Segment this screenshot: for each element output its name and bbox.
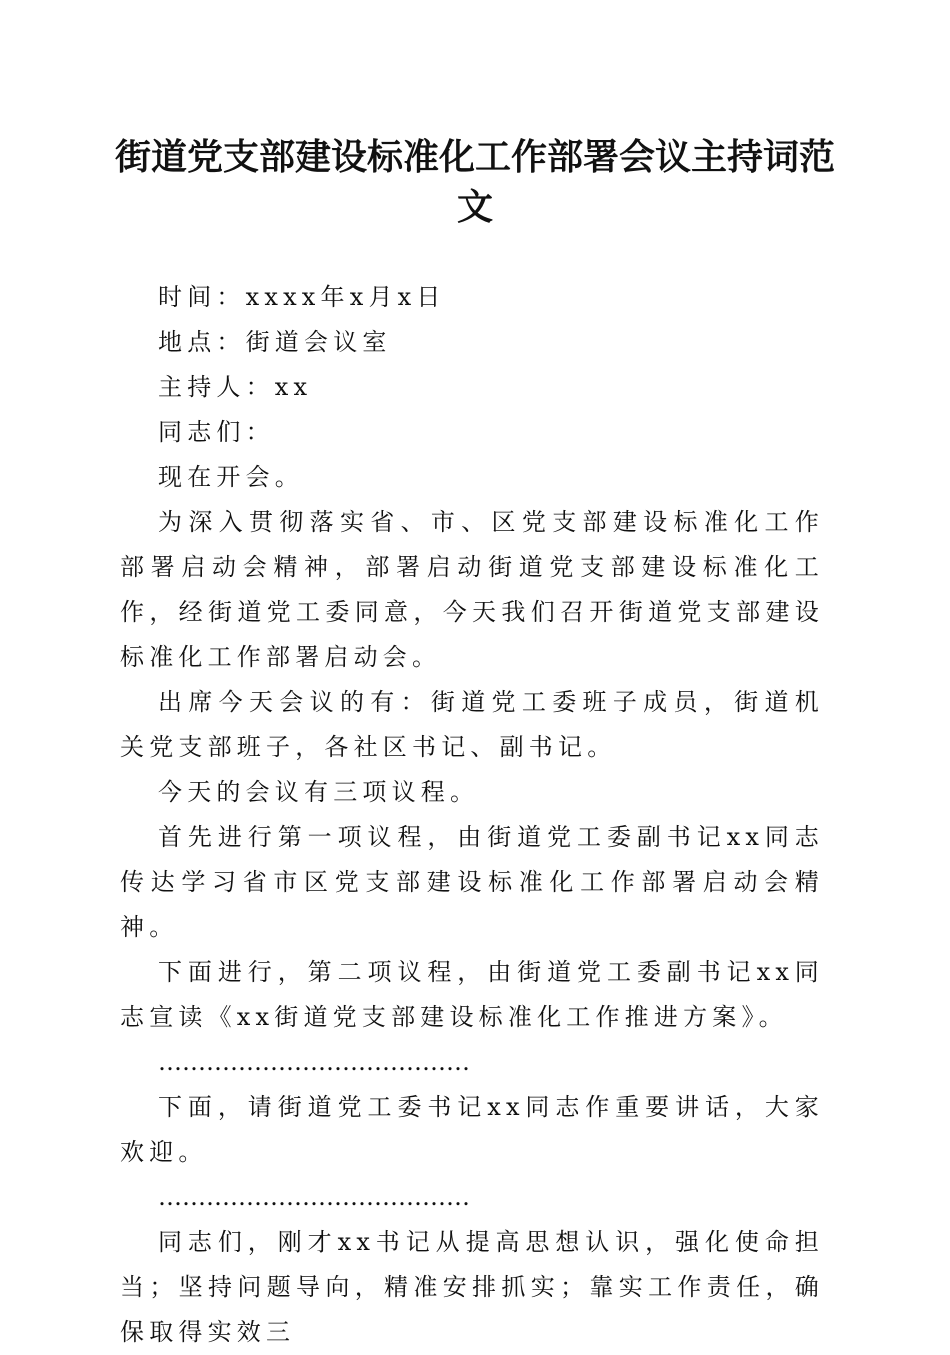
agenda-item-1-paragraph: 首先进行第一项议程，由街道党工委副书记xx同志传达学习省市区党支部建设标准化工作部署启动会精神。 — [120, 823, 824, 941]
salutation: 同志们： — [158, 418, 275, 446]
opening-statement: 现在开会。 — [158, 463, 304, 491]
meeting-host: 主持人：xx — [158, 373, 313, 401]
title-line-2: 文 — [456, 186, 493, 228]
agenda-item-2-paragraph: 下面进行，第二项议程，由街道党工委副书记xx同志宣读《xx街道党支部建设标准化工作推进方案》。 — [120, 958, 824, 1031]
attendees-paragraph: 出席今天会议的有：街道党工委班子成员，街道机关党支部班子，各社区书记、副书记。 — [120, 688, 824, 761]
meeting-time: 时间：xxxx年x月x日 — [158, 283, 446, 311]
meeting-purpose-paragraph: 为深入贯彻落实省、市、区党支部建设标准化工作部署启动会精神，部署启动街道党支部建设标准化工作，经街道党工委同意，今天我们召开街道党支部建设标准化工作部署启动会。 — [120, 508, 824, 671]
meeting-location: 地点：街道会议室 — [158, 328, 392, 356]
document-body — [120, 275, 824, 1355]
title-line-1: 街道党支部建设标准化工作部署会议主持词范 — [114, 136, 835, 178]
agenda-intro-paragraph: 今天的会议有三项议程。 — [158, 778, 480, 806]
document-title — [110, 132, 840, 232]
speech-invitation-paragraph: 下面，请街道党工委书记xx同志作重要讲话，大家欢迎。 — [120, 1093, 824, 1166]
ellipsis-separator: ………………………………… — [158, 1183, 470, 1211]
ellipsis-separator: ………………………………… — [158, 1048, 470, 1076]
closing-summary-paragraph: 同志们，刚才xx书记从提高思想认识，强化使命担当；坚持问题导向，精准安排抓实；靠实工作责任，确保取得实效三 — [120, 1228, 824, 1346]
